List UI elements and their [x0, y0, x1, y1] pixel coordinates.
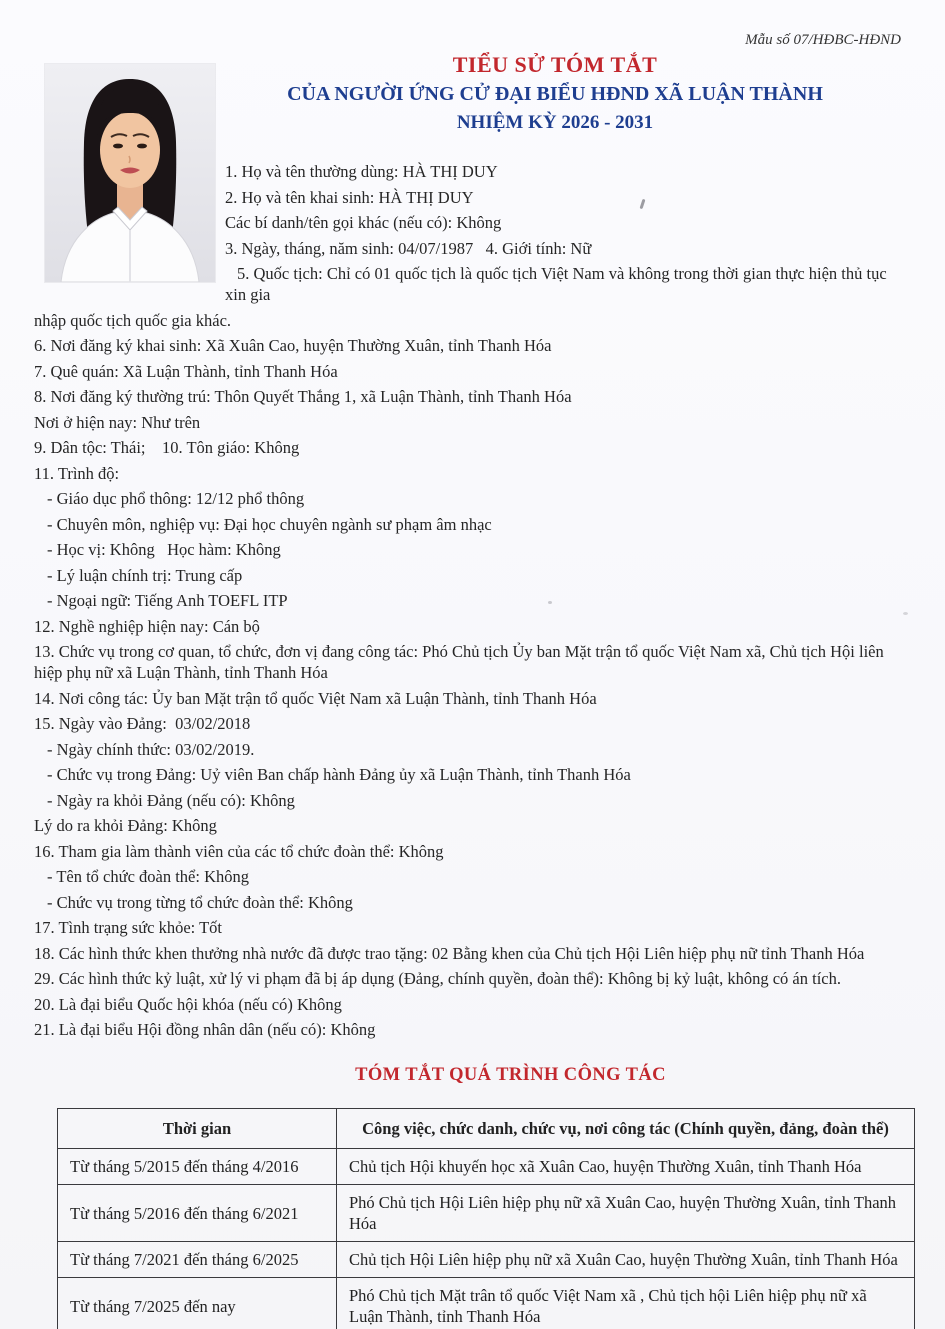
table-row — [58, 1149, 915, 1185]
table-header-time: Thời gian — [58, 1109, 337, 1149]
profile-item-foreign-language: - Ngoại ngữ: Tiếng Anh TOEFL ITP — [47, 591, 288, 610]
table-cell-time: Từ tháng 7/2025 đến nay — [58, 1278, 337, 1329]
profile-item-party-official-date: - Ngày chính thức: 03/02/2019. — [47, 739, 255, 759]
table-cell-position: Chủ tịch Hội khuyến học xã Xuân Cao, huyện Thường Xuân, tỉnh Thanh Hóa — [337, 1149, 915, 1185]
profile-item-party-leave-date: - Ngày ra khỏi Đảng (nếu có): Không — [47, 790, 295, 810]
table-cell-time: Từ tháng 7/2021 đến tháng 6/2025 — [58, 1242, 337, 1278]
profile-item-party-position: - Chức vụ trong Đảng: Uỷ viên Ban chấp hành Đảng ủy xã Luận Thành, tỉnh Thanh Hóa — [47, 765, 631, 784]
document-title — [190, 0, 920, 136]
profile-item-name-birth: 2. Họ và tên khai sinh: HÀ THỊ DUY — [225, 187, 474, 207]
profile-item-professional: - Chuyên môn, nghiệp vụ: Đại học chuyên ngành sư phạm âm nhạc — [47, 514, 492, 534]
profile-item-current-position: 13. Chức vụ trong cơ quan, tổ chức, đơn vị đang công tác: Phó Chủ tịch Ủy ban Mặt trận tổ quốc Việt Nam xã, Chủ tịch Hội liên hiệp phụ nữ xã Luận Thành, tỉnh Thanh Hóa — [34, 642, 888, 682]
profile-item-discipline: 29. Các hình thức kỷ luật, xử lý vi phạm đã bị áp dụng (Đảng, chính quyền, đoàn thể): Không bị kỷ luật, không có án tích. — [34, 969, 841, 988]
table-row — [58, 1185, 915, 1242]
career-history-table — [57, 1108, 915, 1329]
profile-item-birth-registration: 6. Nơi đăng ký khai sinh: Xã Xuân Cao, huyện Thường Xuân, tỉnh Thanh Hóa — [34, 336, 552, 355]
profile-item-permanent-residence: 8. Nơi đăng ký thường trú: Thôn Quyết Thắng 1, xã Luận Thành, tỉnh Thanh Hóa — [34, 387, 572, 406]
form-number: Mẫu số 07/HĐBC-HĐND — [745, 32, 901, 48]
profile-lines-beside-photo — [225, 161, 911, 305]
table-cell-position: Phó Chủ tịch Mặt trân tổ quốc Việt Nam xã , Chủ tịch hội Liên hiệp phụ nữ xã Luận Thành, tỉnh Thanh Hóa — [337, 1278, 915, 1329]
profile-item-party-leave-reason: Lý do ra khỏi Đảng: Không — [34, 816, 217, 835]
profile-item-organizations: 16. Tham gia làm thành viên của các tổ chức đoàn thể: Không — [34, 841, 444, 861]
profile-item-political-theory: - Lý luận chính trị: Trung cấp — [47, 565, 243, 585]
profile-item-peoples-council: 21. Là đại biểu Hội đồng nhân dân (nếu có): Không — [34, 1020, 376, 1039]
profile-item-health: 17. Tình trạng sức khỏe: Tốt — [34, 918, 222, 937]
profile-item-degree: - Học vị: Không Học hàm: Không — [47, 540, 281, 559]
page-term: NHIỆM KỲ 2026 - 2031 — [456, 112, 654, 133]
profile-item-party-join-date: 15. Ngày vào Đảng: 03/02/2018 — [34, 714, 251, 733]
profile-item-education: 11. Trình độ: — [34, 463, 120, 483]
table-row — [58, 1242, 915, 1278]
table-header-position: Công việc, chức danh, chức vụ, nơi công tác (Chính quyền, đảng, đoàn thể) — [337, 1109, 915, 1149]
profile-item-organization-position: - Chức vụ trong từng tổ chức đoàn thể: Không — [47, 892, 353, 912]
page-title: TIỂU SỬ TÓM TẮT — [452, 52, 658, 77]
profile-item-dob-gender: 3. Ngày, tháng, năm sinh: 04/07/1987 4. Giới tính: Nữ — [225, 238, 592, 258]
profile-item-hometown: 7. Quê quán: Xã Luận Thành, tỉnh Thanh Hóa — [34, 361, 338, 381]
profile-section — [0, 161, 945, 1329]
profile-item-awards: 18. Các hình thức khen thưởng nhà nước đã được trao tặng: 02 Bằng khen của Chủ tịch Hội Liên hiệp phụ nữ tỉnh Thanh Hóa — [34, 943, 865, 963]
profile-item-alias: Các bí danh/tên gọi khác (nếu có): Không — [225, 213, 502, 232]
profile-item-name-common: 1. Họ và tên thường dùng: HÀ THỊ DUY — [225, 162, 498, 181]
table-cell-position: Chủ tịch Hội Liên hiệp phụ nữ xã Xuân Cao, huyện Thường Xuân, tỉnh Thanh Hóa — [337, 1242, 915, 1278]
table-row — [58, 1278, 915, 1329]
profile-item-national-assembly: 20. Là đại biểu Quốc hội khóa (nếu có) Không — [34, 994, 342, 1014]
profile-item-nationality-cont: nhập quốc tịch quốc gia khác. — [34, 310, 232, 330]
table-cell-time: Từ tháng 5/2016 đến tháng 6/2021 — [58, 1185, 337, 1242]
profile-item-organization-name: - Tên tổ chức đoàn thể: Không — [47, 867, 250, 886]
career-section-heading: TÓM TẮT QUÁ TRÌNH CÔNG TÁC — [355, 1065, 666, 1085]
table-header-row — [58, 1109, 915, 1149]
table-cell-position: Phó Chủ tịch Hội Liên hiệp phụ nữ xã Xuân Cao, huyện Thường Xuân, tỉnh Thanh Hóa — [337, 1185, 915, 1242]
profile-item-ethnicity-religion: 9. Dân tộc: Thái; 10. Tôn giáo: Không — [34, 438, 300, 457]
profile-item-occupation: 12. Nghề nghiệp hiện nay: Cán bộ — [34, 616, 260, 636]
profile-item-nationality: 5. Quốc tịch: Chỉ có 01 quốc tịch là quốc tịch Việt Nam và không trong thời gian thực hiện thủ tục xin gia — [225, 264, 891, 304]
profile-item-workplace: 14. Nơi công tác: Ủy ban Mặt trận tổ quốc Việt Nam xã Luận Thành, tỉnh Thanh Hóa — [34, 688, 597, 708]
table-cell-time: Từ tháng 5/2015 đến tháng 4/2016 — [58, 1149, 337, 1185]
page-subtitle: CỦA NGƯỜI ỨNG CỬ ĐẠI BIỂU HĐND XÃ LUẬN THÀNH — [287, 83, 823, 105]
profile-item-current-residence: Nơi ở hiện nay: Như trên — [34, 412, 201, 432]
profile-item-general-education: - Giáo dục phổ thông: 12/12 phổ thông — [47, 489, 305, 508]
